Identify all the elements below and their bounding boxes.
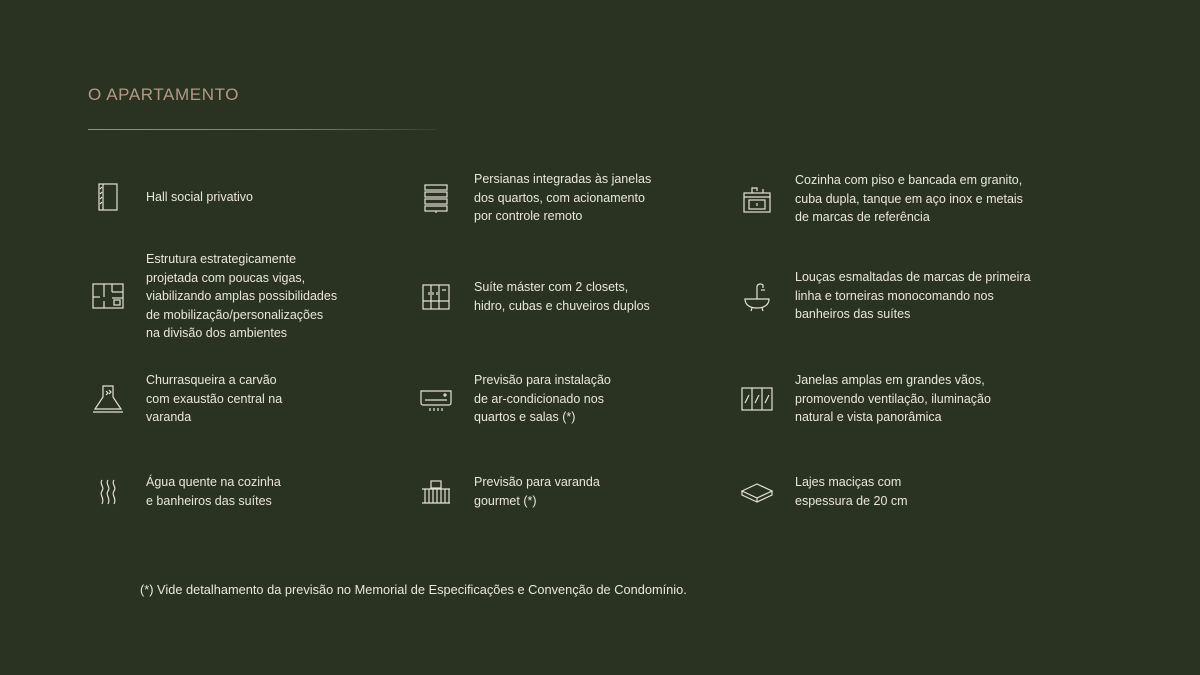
feature-kitchen-text: Cozinha com piso e bancada em granito, cuba dupla, tanque em aço inox e metais de marcas de referência xyxy=(795,173,1023,224)
closet-icon xyxy=(416,280,456,314)
balcony-railing-icon xyxy=(416,475,456,509)
feature-air-conditioning-text: Previsão para instalação de ar-condicionado nos quartos e salas (*) xyxy=(474,373,611,424)
blinds-icon xyxy=(416,181,456,215)
feature-windows xyxy=(737,371,991,427)
feature-hot-water xyxy=(88,473,281,510)
feature-fixtures-text: Louças esmaltadas de marcas de primeira linha e torneiras monocomando nos banheiros das suítes xyxy=(795,270,1031,321)
feature-barbecue-text: Churrasqueira a carvão com exaustão central na varanda xyxy=(146,373,283,424)
feature-gourmet-balcony xyxy=(416,473,600,510)
washbasin-faucet-icon xyxy=(737,279,777,313)
air-conditioner-icon xyxy=(416,382,456,416)
slab-icon xyxy=(737,475,777,509)
feature-hot-water-text: Água quente na cozinha e banheiros das suítes xyxy=(146,475,281,508)
feature-air-conditioning xyxy=(416,371,611,427)
wide-window-icon xyxy=(737,382,777,416)
feature-master-suite xyxy=(416,278,650,315)
feature-fixtures xyxy=(737,268,1031,324)
feature-master-suite-text: Suíte máster com 2 closets, hidro, cubas e chuveiros duplos xyxy=(474,280,650,313)
title-divider xyxy=(88,129,436,130)
feature-blinds xyxy=(416,170,651,226)
barbecue-hood-icon xyxy=(88,382,128,416)
feature-gourmet-balcony-text: Previsão para varanda gourmet (*) xyxy=(474,475,600,508)
feature-hall xyxy=(88,180,253,214)
feature-barbecue xyxy=(88,371,282,427)
feature-windows-text: Janelas amplas em grandes vãos, promovendo ventilação, iluminação natural e vista panorâmica xyxy=(795,373,991,424)
feature-kitchen xyxy=(737,171,1023,227)
kitchen-sink-icon xyxy=(737,182,777,216)
floor-plan-icon xyxy=(88,279,128,313)
feature-hall-text: Hall social privativo xyxy=(146,189,253,204)
hot-water-icon xyxy=(88,475,128,509)
feature-structure xyxy=(88,250,337,343)
footnote: (*) Vide detalhamento da previsão no Memorial de Especificações e Convenção de Condomínio. xyxy=(140,582,687,597)
feature-structure-text: Estrutura estrategicamente projetada com poucas vigas, viabilizando amplas possibilidades de mobilização/personalizações na divisão dos ambientes xyxy=(146,252,338,340)
page-title: O APARTAMENTO xyxy=(88,85,240,104)
feature-slabs-text: Lajes maciças com espessura de 20 cm xyxy=(795,475,908,508)
feature-slabs xyxy=(737,473,908,510)
feature-blinds-text: Persianas integradas às janelas dos quartos, com acionamento por controle remoto xyxy=(474,172,652,223)
hall-door-icon xyxy=(88,180,128,214)
